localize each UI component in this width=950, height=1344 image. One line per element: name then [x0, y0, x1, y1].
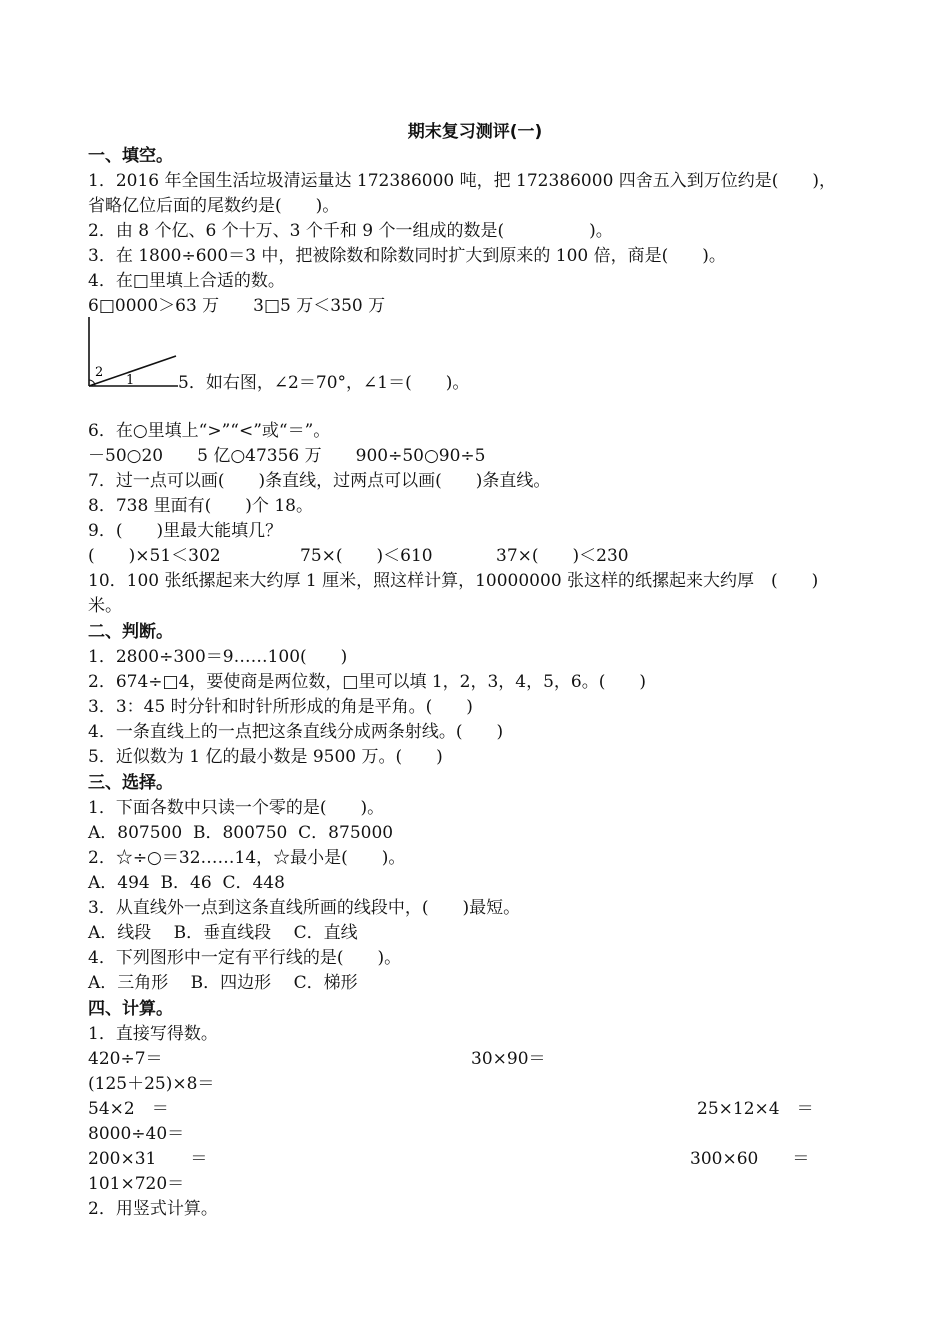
choice-question-2: 2．☆÷○＝32……14，☆最小是( )。 [88, 848, 406, 868]
question-9-item-b: 75×( )＜610 [300, 546, 433, 566]
calc-item-5: 25×12×4 ＝ [697, 1099, 814, 1119]
question-8: 8．738 里面有( )个 18。 [88, 496, 313, 516]
calc-sub-2: 2．用竖式计算。 [88, 1199, 218, 1219]
section-heading-judge: 二、判断。 [88, 622, 173, 642]
choice-options-1: A．807500 B．800750 C．875000 [88, 823, 394, 843]
angle-1-label: 1 [126, 373, 135, 388]
question-10-line-2: 米。 [88, 596, 122, 616]
question-9-item-a: ( )×51＜302 [88, 546, 221, 566]
question-6-items: －50○20 5 亿○47356 万 900÷50○90÷5 [88, 446, 486, 466]
calc-item-4: 54×2 ＝ [88, 1099, 169, 1119]
question-5: 5．如右图，∠2＝70°，∠1＝( )。 [178, 373, 470, 393]
section-heading-calc: 四、计算。 [88, 999, 173, 1019]
question-4: 4．在□里填上合适的数。 [88, 271, 285, 291]
question-10-line-1: 10．100 张纸摞起来大约厚 1 厘米，照这样计算，10000000 张这样的纸摞起来大约厚 ( ) [88, 571, 819, 591]
question-6: 6．在○里填上“>”“<”或“＝”。 [88, 421, 331, 441]
judge-item-4: 4．一条直线上的一点把这条直线分成两条射线。( ) [88, 722, 504, 742]
section-heading-fill-blank: 一、填空。 [88, 146, 173, 166]
calc-item-9: 101×720＝ [88, 1174, 185, 1194]
question-9-item-c: 37×( )＜230 [496, 546, 629, 566]
judge-item-3: 3．3：45 时分针和时针所形成的角是平角。( ) [88, 697, 473, 717]
question-4-items: 6□0000＞63 万 3□5 万＜350 万 [88, 296, 386, 316]
choice-question-1: 1．下面各数中只读一个零的是( )。 [88, 798, 385, 818]
judge-item-2: 2．674÷□4，要使商是两位数，□里可以填 1，2，3，4，5，6。( ) [88, 672, 647, 692]
choice-options-4: A．三角形 B．四边形 C．梯形 [88, 973, 358, 993]
calc-item-1: 420÷7＝ [88, 1049, 163, 1069]
calc-item-7: 200×31 ＝ [88, 1149, 208, 1169]
section-heading-choice: 三、选择。 [88, 773, 173, 793]
calc-item-8: 300×60 ＝ [690, 1149, 810, 1169]
choice-options-2: A．494 B．46 C．448 [88, 873, 285, 893]
calc-item-6: 8000÷40＝ [88, 1124, 185, 1144]
angle-2-label: 2 [95, 365, 104, 380]
question-9: 9．( )里最大能填几？ [88, 521, 283, 541]
question-1-line-2: 省略亿位后面的尾数约是( )。 [88, 196, 340, 216]
choice-question-4: 4．下列图形中一定有平行线的是( )。 [88, 948, 402, 968]
calc-sub-1: 1．直接写得数。 [88, 1024, 218, 1044]
calc-item-3: (125＋25)×8＝ [88, 1074, 215, 1094]
question-1-line-1: 1．2016 年全国生活垃圾清运量达 172386000 吨，把 172386000 四舍五入到万位约是( )， [88, 171, 837, 191]
angle-figure [86, 315, 181, 390]
question-2: 2．由 8 个亿、6 个十万、3 个千和 9 个一组成的数是( )。 [88, 221, 613, 241]
calc-item-2: 30×90＝ [471, 1049, 546, 1069]
question-7: 7．过一点可以画( )条直线，过两点可以画( )条直线。 [88, 471, 551, 491]
choice-options-3: A．线段 B．垂直线段 C．直线 [88, 923, 358, 943]
choice-question-3: 3．从直线外一点到这条直线所画的线段中，( )最短。 [88, 898, 521, 918]
judge-item-1: 1．2800÷300＝9……100( ) [88, 647, 348, 667]
page-title: 期末复习测评(一) [407, 122, 543, 142]
question-3: 3．在 1800÷600＝3 中，把被除数和除数同时扩大到原来的 100 倍，商是( )。 [88, 246, 726, 266]
judge-item-5: 5．近似数为 1 亿的最小数是 9500 万。( ) [88, 747, 443, 767]
